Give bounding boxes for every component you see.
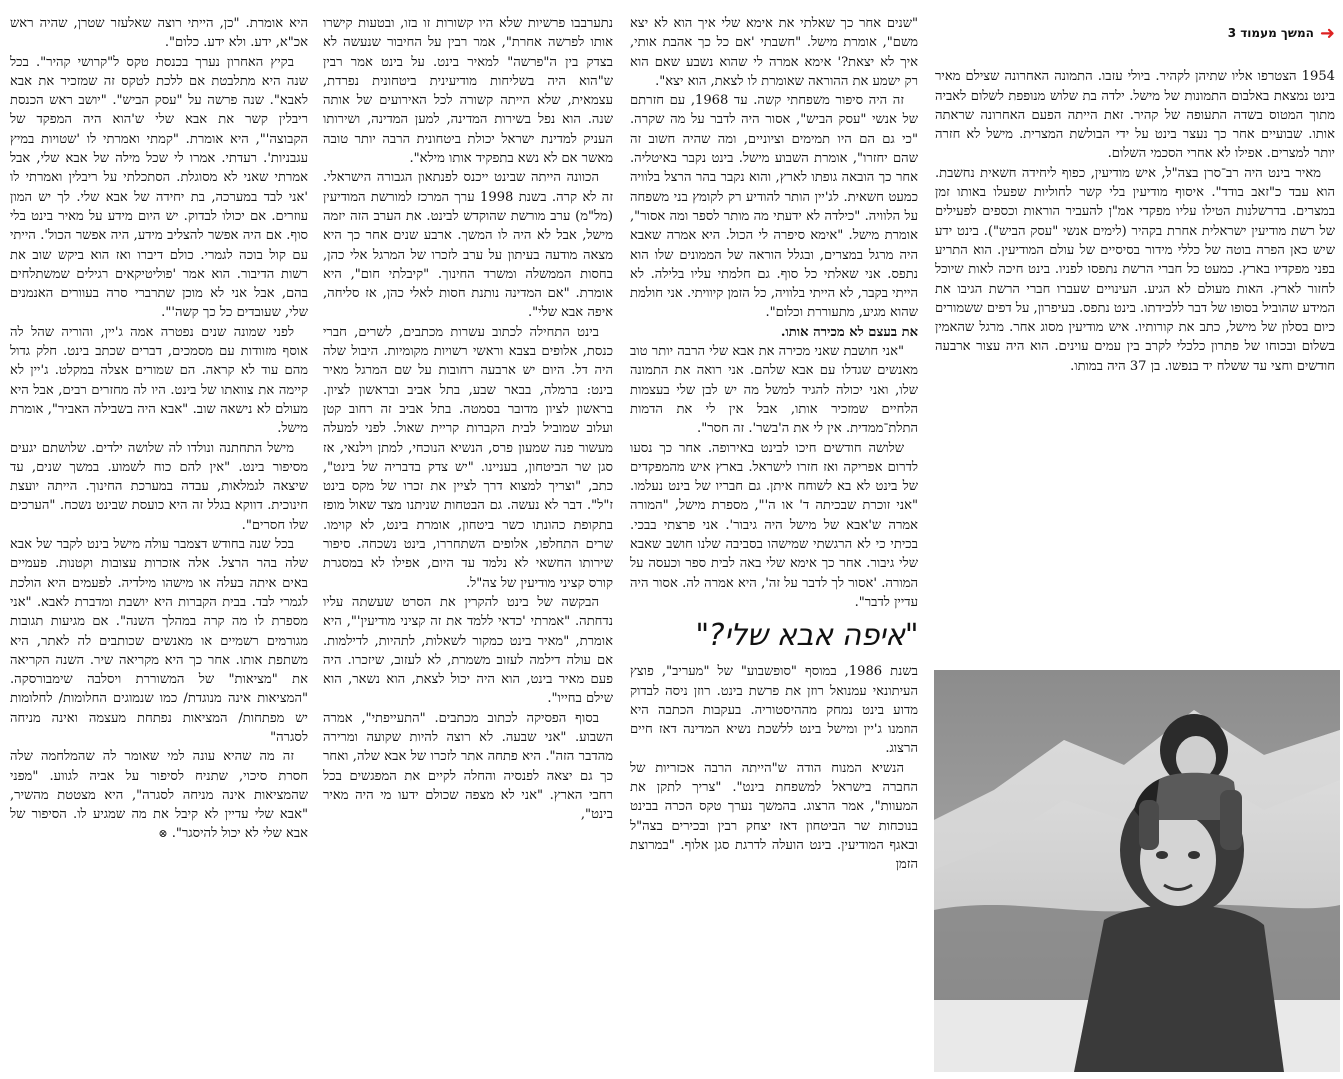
photo-illustration [934,670,1340,1072]
end-of-article-icon: ⊗ [158,827,168,841]
continued-text: המשך מעמוד 3 [1227,26,1314,40]
section-headline: "איפה אבא שלי?" [695,618,918,654]
article-column-3 [323,14,613,1074]
father-daughter-photo [934,670,1340,1072]
paragraph-last [10,747,308,843]
paragraph: לפני שמונה שנים נפטרה אמה ג'יין, והוריה שהל לה אוסף מזוודות עם מסמכים, דברים שכתב בינט. חלק גדול מהם עוד לא קראה. הם שמורים אצלה במקלט. ג'יין לא קיימה את צוואתו של בינט. היו לה מחזרים רבים, אבל היא מעולם לא נישאה שוב. "אבא היה בשבילה האביר", אומרת מישל. [10,324,308,437]
paragraph: מישל התחתנה ונולדו לה שלושה ילדים. שלושתם יגעים מסיפור בינט. "אין להם כוח לשמוע. במשך שנים, עד שיצאה לגמלאות, עבדה במערכת החינוך. הייתה יועצת חינוכית. דווקא בגלל זה היא כועסת שבינט נשכח. "הערכים שלו חסרים". [10,440,308,533]
article-column-2 [630,14,918,1074]
paragraph: "אני חושבת שאני מכירה את אבא שלי הרבה יותר טוב מאנשים שגדלו עם אבא שלהם. אני רואה את התמונה שלו, ואני יכולה להגיד למשל מה יש לבן שלי בעצמות הלחיים שמזכיר אותו, אבל אין לי את הדמות התלת־ממדית. אין לי את ה'בשר'. זה חסר". [630,344,918,437]
paragraph: "שנים אחר כך שאלתי את אימא שלי איך הוא לא יצא משם", אומרת מישל. "חשבתי 'אם כל כך אהבת אותי, איך לא יצאת?' אימא אמרה לי שהוא נשבע שאם הוא רק ישמע את ההוראה שאומרת לו לצאת, הוא יצא". [630,16,918,89]
paragraph: הבקשה של בינט להקרין את הסרט שעשתה עליו נדחתה. "אמרתי 'כדאי ללמד את זה קציני מודיעין'", היא אומרת, "מאיר בינט כמקור לשאלות, לתהיות, לדילמות. אם עולה דילמה לעזוב משמרת, לא לעזוב, שיזכרו. היה פעם מאיר בינט, הוא היה יכול לצאת, הוא נשאר, הוא שילם בחייו". [323,594,613,707]
paragraph: הכוונה הייתה שבינט ייכנס לפנתאון הגבורה הישראלי. זה לא קרה. בשנת 1998 ערך המרכז למורשת המודיעין (מל"מ) ערב מורשת שהוקדש לבינט. את הערב הזה יזמה מישל, אבל לא היה לו המשך. ארבע שנים אחר כך היא מצאה מודעה בעיתון על ערב לזכרו של המרגל אלי כהן, בחסות הממשלה ומשרד החינוך. "קיבלתי חום", היא אומרת. "אם המדינה נותנת חסות לאלי כהן, אז סליחה, איפה אבא שלי". [323,170,613,321]
paragraph: בכל שנה בחודש דצמבר עולה מישל בינט לקבר של אבא שלה בהר הרצל. אלה אזכרות עצובות וקטנות. פעמיים באים איתה בעלה או מישהו מילדיה. לפעמים היא הולכת לגמרי לבד. בבית הקברות היא יושבת ומדברת לאבא. "אני מספרת לו מה קרה במהלך השנה". אם מגיעות תגובות מגורמים רשמיים או מאנשים שכותבים לה לאתר, היא משתפת אותו. אחר כך היא מקריאה שיר. השנה הקריאה את "מציאות" של המשוררת ויסלבה שימבורסקה. "המציאות אינה מנוגדת/ כמו שנמוגים החלומות/ לחלומות יש מפתחות/ המציאות נפתחת מעצמה ואינה מניחה לסגרה" [10,537,308,745]
paragraph: 1954 הצטרפו אליו שתיהן לקהיר. ביולי עזבו. התמונה האחרונה שצילם מאיר בינט נמצאת באלבום התמונות של מישל. ילדה בת שלוש מנופפת לשלום לאביה מתוך המטוס בשדה התעופה של קהיר. זאת הייתה הפעם האחרונה שראתה אותו. שבועיים אחר כך נעצר בינט על ידי הבולשת המצרית. מישל לא חזרה יותר למצרים. אפילו לא אחרי הסכמי השלום. [935,69,1335,162]
paragraph: בקיץ האחרון נערך בכנסת טקס ל"קרושי קהיר". בכל שנה היא מתלבטת אם ללכת לטקס זה שמזכיר את אבא לאבא". שנה פרשה על "עסק הביש". "יושב ראש הכנסת ריבלין קשר את אבא שלי ש'הוא היה המפקד של הקבוצה'", היא אומרת. "קמתי ואמרתי לו 'שטויות במיץ עגבניות'. רעדתי. אמרו לי שכל מילה של אבא שלי, אבל אמרתי שאני לא מסוגלת. הסתכלתי על ריבלין ואמרתי לו 'אני לבד במערכה, בת יחידה של אבא שלי. לך יש המון עוזרים. אם יכולו לבדוק. יש היום מידע על מאיר בינט בלי סוף. אם היה אפשר להצליב מידע, היה אפשר הכול'. הייתי עם קול בוכה לגמרי. כולם דיברו ואז הוא ביקש שוב את רשות הדיבור. הוא אמר 'פוליטיקאים רגילים שמשתלחים בהם, אבל אני לא מוכן שתרברי סרה בעוורים האנמנים שלי, שעובדים כל כך קשה'". [10,54,308,321]
article-column-4 [10,14,308,1074]
arrow-right-icon: ➜ [1319,22,1335,44]
paragraph: מאיר בינט היה רב־סרן בצה"ל, איש מודיעין, כפוף ליחידה חשאית נחשבת. הוא עבד כ"זאב בודד". איסוף מודיעין בלי קשר לחוליות שפעלו באותו זמן במצרים. בדרשלנות הטילו עליו מפקדי אמ"ן להעביר הוראות וכספים לפעילים של רשת מודיעין ישראלית אחרת בקהיר (לימים אנשי "עסק הביש"). בינט ידע שיש כאן הפרה בוטה של כללי מידור בסיסיים של עולם המודיעין. הוא התריע בפני מפקדיו בארץ. כמעט כל חברי הרשת נתפסו לפניו. בינט חיכה לאות שיוכל לחזור לארץ. האות מעולם לא הגיע. העינויים שעברו חברי הרשת הגיבו את המידע שהוביל בסופו של דבר ללכידתו. בינט נתפס. בעיפרון, על דפים ששמורים כיום בסלון של מישל, כתב את קורותיו. איש מודיעין מסוג אחר. מרגל שהאמין בשלום ובכוחו של פתרון כלכלי לקרב בין עמים עוינים. הוא היה עצור ארבעה חודשים וחצי עד ששלח יד בנפשו. בן 37 היה במותו. [935,165,1335,374]
paragraph: בשנת 1986, במוסף "סופשבוע" של "מעריב", פוצץ העיתונאי עמנואל רוזן את פרשת בינט. רוזן ניסה לבדוק מדוע בינט נמחק מההיסטוריה. בעקבות הכתבה היא הוזמנו ג'יין ומישל בינט ללשכת נשיא המדינה דאז חיים הרצוג. [630,664,918,757]
paragraph: נתערבבו פרשיות שלא היו קשורות זו בזו, ובטעות קישרו אותו לפרשה אחרת", אמר רבין על החיבור שנעשה לא בצדק בין ה"פרשה" למאיר בינט. על בינט אמר רבין ש"הוא היה בשליחות מודיעינית ביטחונית נפרדת, עצמאית, שלא הייתה קשורה לכל האירועים של אותה שנה. הוא נפל בשירות המדינה, למען המדינה, ושירותו העניק למדינת ישראל יכולת ביטחונית הרבה יותר טובה מאשר אם לא נשא בתפקיד אותו מילא". [323,16,613,167]
paragraph: הנשיא המנוח הודה ש"הייתה הרבה אכזריות של החברה בישראל למשפחת בינט". "צריך לתקן את המעוות", אמר הרצוג. בהמשך נערך טקס הכרה בבינט בנוכחות שר הביטחון דאז יצחק רבין ובכירים בצה"ל ובאגף המודיעין. בינט הועלה לדרגת סגן אלוף. "במרוצת הזמן [630,760,918,873]
paragraph: היא אומרת. "כן, הייתי רוצה שאלעזר שטרן, שהיה ראש אכ"א, ידע. ולא ידע. כלום". [10,16,308,51]
paragraph-text: זה מה שהיא עונה למי שאומר לה שהמלחמה שלה חסרת סיכוי, שתניח לסיפור על אביה לגווע. "מפני שהמציאות אינה מניחה לסגרה", היא מצטטת מהשיר, "אבא שלי עדיין לא קיבל את מה שמגיע לו. הסיפור של אבא שלי לא יכול להיסגר". [10,749,308,842]
interview-question: את בעצם לא מכירה אותו. [780,324,918,340]
continued-from-page-label[interactable] [935,24,1335,43]
paragraph: זה היה סיפור משפחתי קשה. עד 1968, עם חזרתם של אנשי "עסק הביש", אסור היה לדבר על מה שקרה. "כי גם הם היו תמימים וציוניים, ומה שהיה חשוב זה שהם יחזרו", אומרת השבוע מישל. בינט נקבר באיטליה. אחר כך הובאה גופתו לארץ, והוא נקבר בהר הרצל בלוויה כמעט חשאית. לג'יין הותר להודיע רק לקומץ בני משפחה על הלוויה. "כילדה לא ידעתי מה מותר לספר ומה אסור", אומרת מישל. "אימא סיפרה לי הכול. היא אמרה שאבא היה מרגל במצרים, ובגלל הוראה של הממונים שלו הוא נתפס. אני שאלתי כל סוף. גם חלמתי עליו בלילה. לא הייתי בקבר, לא הייתי בלוויה, כל הזמן קיוויתי. אני חולמת שהוא מגיע, מתעוררת וכלום". [630,93,918,321]
paragraph: בינט התחילה לכתוב עשרות מכתבים, לשרים, חברי כנסת, אלופים בצבא וראשי רשויות מקומיות. היבול שלה היה דל. היום יש ארבעה רחובות על שם המרגל מאיר בינט: ברמלה, בבאר שבע, בתל אביב ובראשון לציון. בראשון לציון מדובר בסמטה. בתל אביב זה רחוב קטן ועלוב שמוביל לבית הקברות קריית שאול. לפני למעלה מעשור פנה שמעון פרס, הנשיא הנוכחי, למתן וילנאי, אז סגן שר הביטחון, בעניינו. "יש צדק בדבריה של בינט", כתב, "וצריך למצוא דרך לציין את זכרו של מקס בינט ז"ל". דבר לא נעשה. גם הבטחות שניתנו מצד שאול מופז בתקופת כהונתו כשר ביטחון, אומרת בינט, לא קוימו. שרים התחלפו, אלופים השתחררו, בינט נשכחה. סיפור שירותו החשאי לא נלמד עד היום, אפילו לא במסגרת קורס קציני מודיעין של צה"ל. [323,324,613,591]
paragraph: שלושה חודשים חיכו לבינט באירופה. אחר כך נסעו לדרום אפריקה ואז חזרו לישראל. בארץ איש מהמפקדים של בינט לא בא לשוחח איתן. גם חבריו של בינט נעלמו. "אני זוכרת שבכיתה ד' או ה'", מספרת מישל, "המורה אמרה ש'אבא של מישל היה גיבור'. אני פרצתי בבכי. בכיתי כי לא הרגשתי שמישהו בסביבה שלנו חושב שאבא שלי גיבור. אחר כך אימא שלי באה לבית ספר וכעסה על המורה. 'אסור לך לדבר על זה', היא אמרה לה. אסור היה עדיין לדבר". [630,440,918,610]
paragraph: בסוף הפסיקה לכתוב מכתבים. "התעייפתי", אמרה השבוע. "אני שבעה. לא רוצה להיות שקועה ומרירה מהדבר הזה". היא פתחה אתר לזכרו של אבא שלה, ואחר כך גם יצאה לפנסיה והחלה לקיים את המפגשים בכל רחבי הארץ. "אני לא מצפה שכולם ידעו מי היה מאיר בינט", [323,710,613,823]
